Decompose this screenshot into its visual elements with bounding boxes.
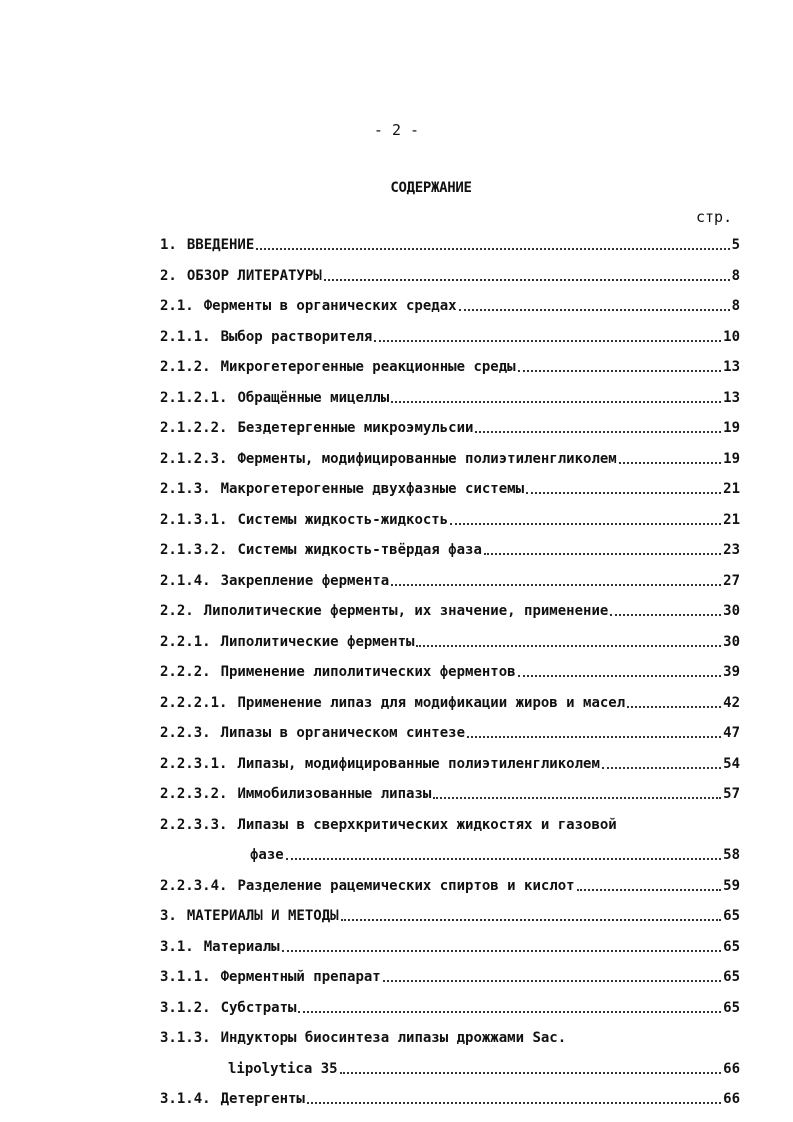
toc-entry-number: 3.1.1. xyxy=(160,969,211,985)
toc-entry-number: 2.2.2. xyxy=(160,664,211,680)
toc-entry xyxy=(160,779,740,810)
toc-entry-text: ОБЗОР ЛИТЕРАТУРЫ xyxy=(186,267,322,284)
toc-entry xyxy=(160,291,740,322)
toc-entry-text: Материалы xyxy=(203,938,280,955)
toc-entry-number: 2.1.2.1. xyxy=(160,389,228,406)
toc-entry xyxy=(160,596,740,627)
toc-leader-dots xyxy=(341,919,722,921)
toc-leader-dots xyxy=(526,492,721,494)
toc-entry-text: Детергенты xyxy=(220,1091,305,1107)
toc-leader-dots xyxy=(602,767,721,769)
toc-entry-page: 21 xyxy=(723,511,740,528)
toc-entry-number: 2.2.3. xyxy=(160,725,211,741)
toc-entry-page: 10 xyxy=(723,328,740,345)
toc-entry-page: 39 xyxy=(723,664,740,680)
toc-entry-text: Липолитические ферменты xyxy=(220,633,415,650)
toc-entry-number: 3.1.2. xyxy=(160,999,211,1016)
toc-entry-page: 65 xyxy=(723,999,740,1016)
toc-entry-text: Липазы, модифицированные полиэтиленгликолем xyxy=(237,755,600,772)
toc-entry-number: 2.1.3.2. xyxy=(160,542,228,558)
toc-entry-number: 2.2.3.3. xyxy=(160,816,228,833)
toc-entry-number: 2.1.3. xyxy=(160,481,211,497)
toc-entry xyxy=(160,871,740,902)
toc-leader-dots xyxy=(374,340,721,342)
toc-entry xyxy=(160,535,740,566)
toc-leader-dots xyxy=(298,1011,721,1013)
toc-entry-text: Липазы в сверхкритических жидкостях и газовой xyxy=(237,816,617,833)
toc-entry-number: 2.1.2.3. xyxy=(160,450,228,467)
toc-entry-text: Макрогетерогенные двухфазные системы xyxy=(220,481,525,497)
toc-entry-page: 21 xyxy=(723,481,740,497)
toc-entry-number: 2. xyxy=(160,267,177,284)
toc-entry-text: Ферменты, модифицированные полиэтиленгликолем xyxy=(237,450,617,467)
toc-entry-text: Микрогетерогенные реакционные среды xyxy=(220,359,516,375)
toc-entry xyxy=(160,230,740,261)
toc-entry-page: 8 xyxy=(731,298,740,314)
toc-entry-text: Липазы в органическом синтезе xyxy=(220,725,466,741)
toc-entry-text: Разделение рацемических спиртов и кислот xyxy=(237,877,575,894)
toc-entry-page: 13 xyxy=(723,359,740,375)
toc-leader-dots xyxy=(450,523,721,525)
toc-entry xyxy=(160,932,740,963)
toc-title: СОДЕРЖАНИЕ xyxy=(390,180,472,196)
toc-entry xyxy=(160,566,740,597)
toc-entry-number: 2.1.2. xyxy=(160,359,211,375)
toc-entry-page: 66 xyxy=(723,1091,740,1107)
toc-leader-dots xyxy=(627,706,721,708)
toc-entry-page: 30 xyxy=(723,633,740,650)
toc-entry xyxy=(160,1023,740,1054)
toc-entry xyxy=(160,352,740,383)
toc-entry xyxy=(160,474,740,505)
toc-leader-dots xyxy=(577,889,722,891)
toc-entry xyxy=(160,657,740,688)
toc-entry xyxy=(160,749,740,780)
toc-entry-number: 3. xyxy=(160,908,177,924)
toc-entry-text: Бездетергенные микроэмульсии xyxy=(237,420,474,436)
toc-entry xyxy=(160,627,740,658)
toc-leader-dots xyxy=(340,1072,722,1074)
toc-entry-page: 65 xyxy=(723,908,740,924)
toc-entry-text: Индукторы биосинтеза липазы дрожжами Sac. xyxy=(220,1030,567,1046)
toc-entry-page: 27 xyxy=(723,572,740,589)
toc-leader-dots xyxy=(391,401,721,403)
toc-entry-page: 59 xyxy=(723,877,740,894)
toc-entry-page: 47 xyxy=(723,725,740,741)
toc-leader-dots xyxy=(475,431,721,433)
toc-leader-dots xyxy=(459,309,730,311)
toc-entry-page: 54 xyxy=(723,755,740,772)
toc-entry-page: 8 xyxy=(731,267,740,284)
toc-leader-dots xyxy=(391,584,721,586)
toc-leader-dots xyxy=(610,614,721,616)
toc-entry-text: Ферментный препарат xyxy=(220,969,381,985)
toc-entry xyxy=(160,1084,740,1115)
toc-entry-text: Ферменты в органических средах xyxy=(203,298,457,314)
page-column-header: стр. xyxy=(696,208,733,226)
toc-entry xyxy=(160,993,740,1024)
toc-entry-text: Применение липолитических ферментов xyxy=(220,664,516,680)
toc-entry-text: lipolytica 35 xyxy=(228,1060,338,1077)
toc-entry-number: 2.2.2.1. xyxy=(160,694,228,711)
toc-leader-dots xyxy=(433,797,721,799)
toc-entry-number: 3.1.3. xyxy=(160,1030,211,1046)
toc-entry-page: 5 xyxy=(731,237,740,253)
toc-leader-dots xyxy=(307,1102,721,1104)
toc-entry xyxy=(160,261,740,292)
toc-entry-page: 42 xyxy=(723,694,740,711)
toc-entry-text: Липолитические ферменты, их значение, применение xyxy=(203,603,609,619)
toc-entry-page: 57 xyxy=(723,786,740,802)
toc-leader-dots xyxy=(518,370,722,372)
toc-entry-page: 23 xyxy=(723,542,740,558)
toc-entry xyxy=(160,444,740,475)
toc-entry-text: Субстраты xyxy=(220,999,297,1016)
toc-entry-number: 2.2.1. xyxy=(160,633,211,650)
toc-entry-number: 2.2.3.1. xyxy=(160,755,228,772)
table-of-contents xyxy=(160,230,740,1115)
toc-entry-text: МАТЕРИАЛЫ И МЕТОДЫ xyxy=(186,908,339,924)
toc-entry-number: 2.2.3.4. xyxy=(160,877,228,894)
toc-entry-page: 30 xyxy=(723,603,740,619)
toc-entry-page: 19 xyxy=(723,450,740,467)
toc-entry-page: 65 xyxy=(723,938,740,955)
toc-entry xyxy=(160,383,740,414)
toc-entry-number: 2.1.2.2. xyxy=(160,420,228,436)
toc-leader-dots xyxy=(619,462,721,464)
toc-entry xyxy=(160,840,740,871)
toc-leader-dots xyxy=(324,279,730,281)
toc-leader-dots xyxy=(256,248,729,250)
toc-leader-dots xyxy=(416,645,721,647)
toc-entry-page: 58 xyxy=(723,847,740,863)
toc-entry-text: ВВЕДЕНИЕ xyxy=(186,237,255,253)
toc-entry-page: 65 xyxy=(723,969,740,985)
toc-leader-dots xyxy=(484,553,721,555)
toc-entry-page: 19 xyxy=(723,420,740,436)
toc-entry xyxy=(160,718,740,749)
toc-entry-number: 2.2. xyxy=(160,603,194,619)
toc-entry-text: Иммобилизованные липазы xyxy=(237,786,432,802)
toc-entry-text: Обращённые мицеллы xyxy=(237,389,390,406)
toc-leader-dots xyxy=(286,858,721,860)
toc-entry xyxy=(160,810,740,841)
toc-entry-text: Выбор растворителя xyxy=(220,328,373,345)
toc-entry xyxy=(160,322,740,353)
toc-entry-number: 2.2.3.2. xyxy=(160,786,228,802)
toc-entry-number: 2.1.1. xyxy=(160,328,211,345)
toc-entry-number: 1. xyxy=(160,237,177,253)
toc-entry xyxy=(160,413,740,444)
toc-entry-number: 2.1.4. xyxy=(160,572,211,589)
page-number: - 2 - xyxy=(373,121,420,139)
toc-leader-dots xyxy=(467,736,721,738)
toc-entry-page: 66 xyxy=(723,1060,740,1077)
toc-entry-text: Закрепление фермента xyxy=(220,572,390,589)
toc-entry xyxy=(160,688,740,719)
toc-entry xyxy=(160,962,740,993)
toc-leader-dots xyxy=(518,675,722,677)
toc-entry xyxy=(160,1054,740,1085)
toc-entry-number: 3.1. xyxy=(160,938,194,955)
toc-entry-page: 13 xyxy=(723,389,740,406)
toc-entry-text: Применение липаз для модификации жиров и масел xyxy=(237,694,626,711)
toc-entry-number: 2.1.3.1. xyxy=(160,511,228,528)
toc-entry xyxy=(160,901,740,932)
toc-entry-number: 2.1. xyxy=(160,298,194,314)
toc-leader-dots xyxy=(383,980,721,982)
toc-entry-text: фазе xyxy=(250,847,284,863)
toc-entry-number: 3.1.4. xyxy=(160,1091,211,1107)
toc-entry-text: Системы жидкость-твёрдая фаза xyxy=(237,542,482,558)
toc-entry xyxy=(160,505,740,536)
toc-leader-dots xyxy=(282,950,722,952)
toc-entry-text: Системы жидкость-жидкость xyxy=(237,511,449,528)
